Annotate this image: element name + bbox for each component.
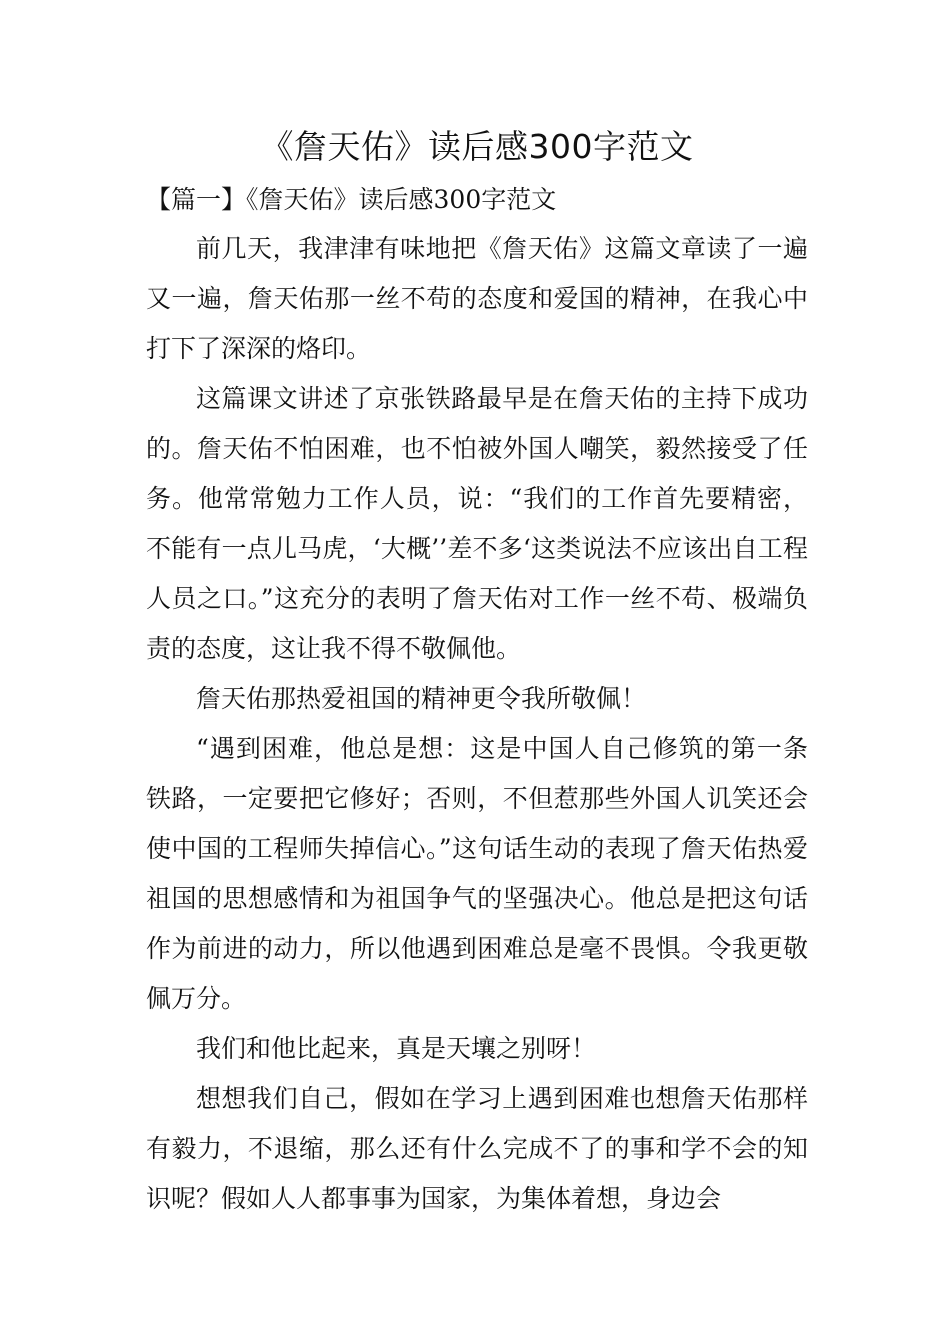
- paragraph-2: 这篇课文讲述了京张铁路最早是在詹天佑的主持下成功的。詹天佑不怕困难，也不怕被外国人嘲笑，毅然接受了任务。他常常勉力工作人员，说：“我们的工作首先要精密，不能有一点儿马虎，‘大概’’差不多‘这类说法不应该出自工程人员之口。”这充分的表明了詹天佑对工作一丝不苟、极端负责的态度，这让我不得不敬佩他。: [146, 384, 808, 663]
- paragraph-1: 前几天，我津津有味地把《詹天佑》这篇文章读了一遍又一遍，詹天佑那一丝不苟的态度和爱国的精神，在我心中打下了深深的烙印。: [146, 234, 808, 363]
- paragraph-5: 我们和他比起来，真是天壤之别呀！: [196, 1034, 597, 1063]
- section-heading: 【篇一】《詹天佑》读后感300字范文: [146, 185, 557, 214]
- document-title: 《詹天佑》读后感300字范文: [260, 127, 694, 166]
- document-body: [146, 224, 808, 1224]
- document-page: [146, 122, 808, 1224]
- paragraph-4: “遇到困难，他总是想：这是中国人自己修筑的第一条铁路，一定要把它修好；否则，不但惹那些外国人讥笑还会使中国的工程师失掉信心。”这句话生动的表现了詹天佑热爱祖国的思想感情和为祖国争气的坚强决心。他总是把这句话作为前进的动力，所以他遇到困难总是毫不畏惧。令我更敬佩万分。: [146, 734, 808, 1013]
- paragraph-3: 詹天佑那热爱祖国的精神更令我所敬佩！: [196, 684, 647, 713]
- paragraph-6: 想想我们自己，假如在学习上遇到困难也想詹天佑那样有毅力，不退缩，那么还有什么完成不了的事和学不会的知识呢？假如人人都事事为国家，为集体着想，身边会: [146, 1084, 808, 1213]
